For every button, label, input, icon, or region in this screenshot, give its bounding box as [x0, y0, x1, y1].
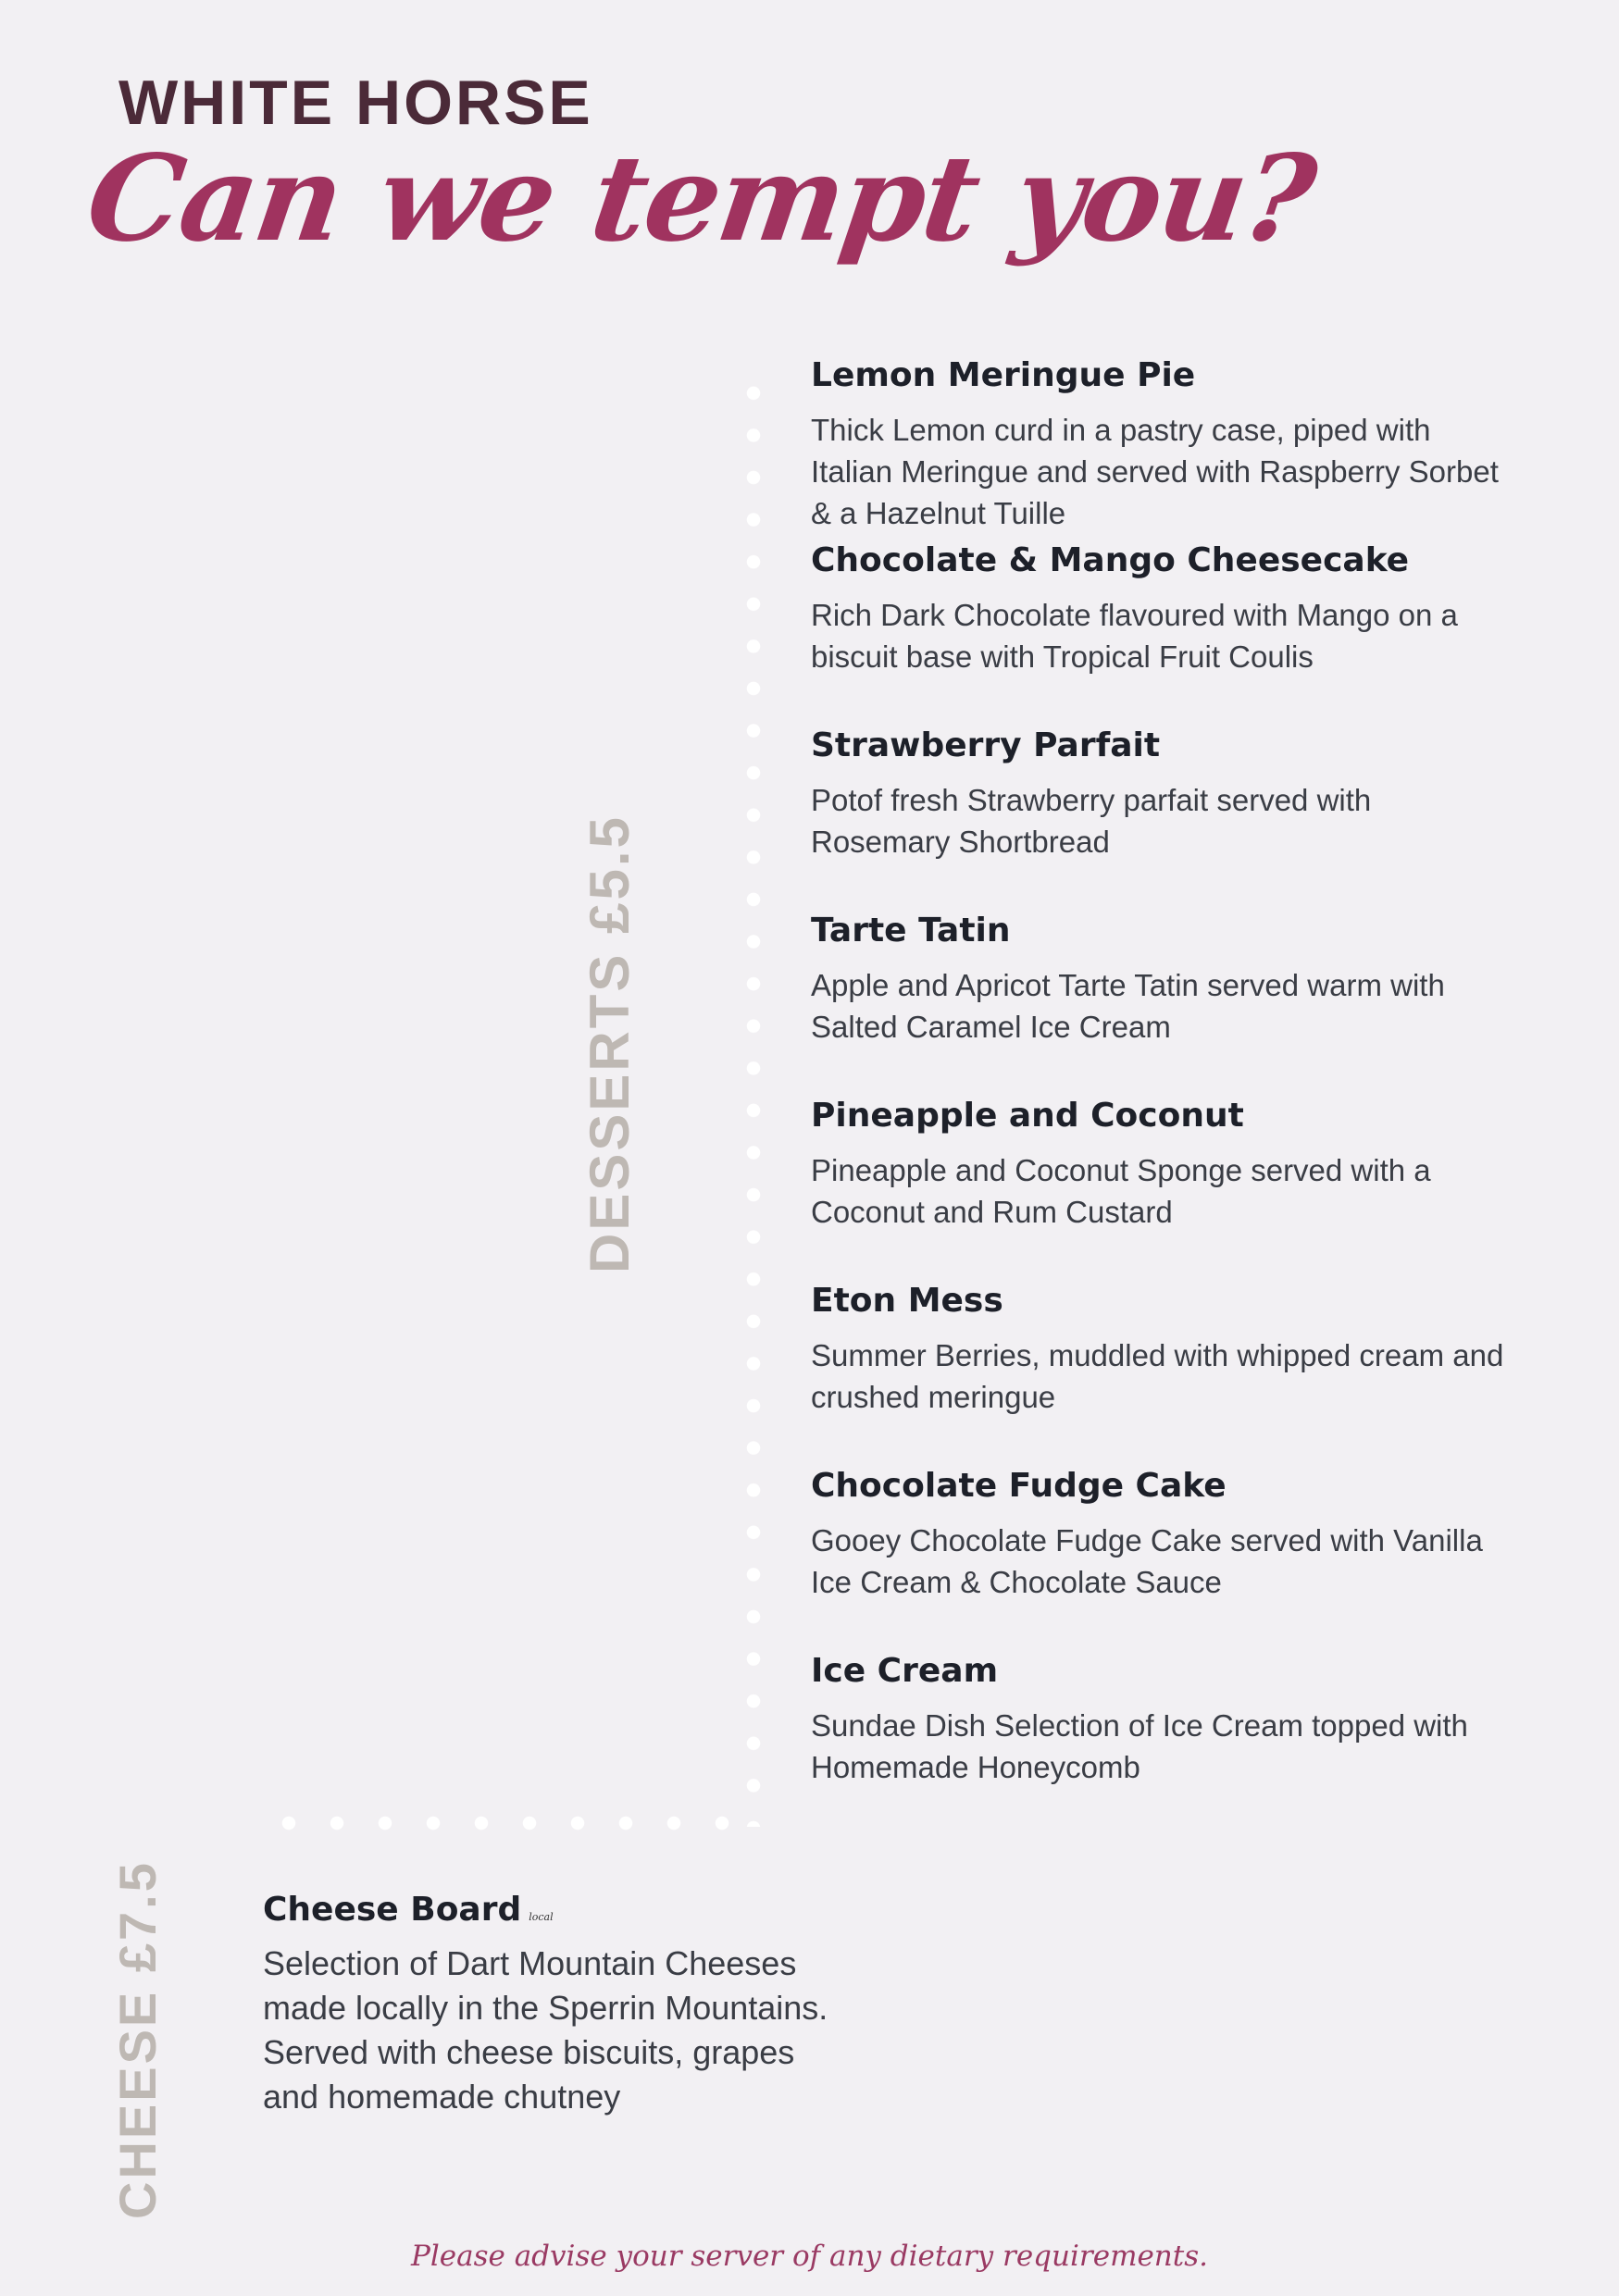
menu-item-description: Pineapple and Coconut Sponge served with a Coconut and Rum Custard	[811, 1153, 1431, 1229]
menu-item	[811, 1651, 1514, 1836]
menu-item-description: Potof fresh Strawberry parfait served with Rosemary Shortbread	[811, 783, 1372, 859]
menu-item-description: Thick Lemon curd in a pastry case, piped with Italian Meringue and served with Raspberry Sorbet & a Hazelnut Tuille	[811, 413, 1499, 530]
menu-item-description: Summer Berries, muddled with whipped cream and crushed meringue	[811, 1338, 1504, 1414]
menu-item-name: Chocolate Fudge Cake	[811, 1467, 1227, 1505]
cheese-item-description	[263, 1942, 855, 2119]
menu-item	[811, 540, 1514, 726]
menu-item-name: Pineapple and Coconut	[811, 1097, 1244, 1135]
desserts-list	[811, 355, 1514, 1836]
menu-item-name: Ice Cream	[811, 1652, 999, 1690]
cheese-item	[263, 1890, 855, 2119]
desserts-section-label: DESSERTS £5.5	[579, 814, 641, 1273]
cheese-desc-line: Selection of Dart Mountain Cheeses	[263, 1944, 797, 1982]
local-tag: local	[529, 1911, 554, 1923]
menu-item	[811, 1281, 1514, 1466]
dietary-note: Please advise your server of any dietary requirements.	[410, 2240, 1208, 2273]
menu-item	[811, 1466, 1514, 1651]
menu-item-name: Strawberry Parfait	[811, 726, 1161, 764]
menu-item-name: Tarte Tatin	[811, 912, 1011, 949]
menu-item-name: Chocolate & Mango Cheesecake	[811, 541, 1410, 579]
menu-item-description: Gooey Chocolate Fudge Cake served with Vanilla Ice Cream & Chocolate Sauce	[811, 1523, 1483, 1599]
menu-item-description: Rich Dark Chocolate flavoured with Mango on a biscuit base with Tropical Fruit Coulis	[811, 598, 1458, 674]
menu-item-description: Apple and Apricot Tarte Tatin served warm with Salted Caramel Ice Cream	[811, 968, 1445, 1044]
cheese-section-label: CHEESE £7.5	[108, 1860, 167, 2219]
cheese-desc-line: Served with cheese biscuits, grapes	[263, 2033, 795, 2071]
menu-item	[811, 726, 1514, 911]
dotted-divider-horizontal	[265, 1816, 739, 1831]
menu-item-name: Lemon Meringue Pie	[811, 356, 1196, 394]
menu-item-name: Eton Mess	[811, 1282, 1003, 1320]
cheese-item-name: Cheese Board	[263, 1891, 522, 1929]
brand-title: WHITE HORSE	[118, 68, 593, 138]
menu-item-description: Sundae Dish Selection of Ice Cream topped with Homemade Honeycomb	[811, 1708, 1468, 1784]
menu-item	[811, 355, 1514, 540]
cheese-desc-line: and homemade chutney	[263, 2078, 621, 2116]
cheese-desc-line: made locally in the Sperrin Mountains.	[263, 1989, 828, 2027]
dotted-divider-vertical	[746, 372, 761, 1827]
menu-item	[811, 911, 1514, 1096]
headline: Can we tempt you?	[79, 130, 1323, 268]
menu-item	[811, 1096, 1514, 1281]
